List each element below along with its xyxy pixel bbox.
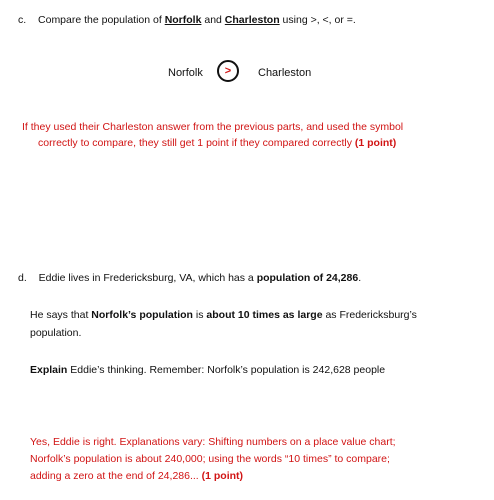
part-d-line1 xyxy=(18,270,361,286)
part-d-line2-mid: is xyxy=(192,309,207,321)
comparison-row xyxy=(0,60,494,86)
part-d-line2 xyxy=(30,307,417,323)
part-d-explain-rest: Eddie’s thinking. Remember: Norfolk’s population is 242,628 people xyxy=(67,364,386,376)
part-d-line1-post: . xyxy=(358,272,362,284)
part-d-answer-line1: Yes, Eddie is right. Explanations vary: Shifting numbers on a place value chart; xyxy=(30,436,396,448)
part-d-line3: population. xyxy=(30,327,82,339)
comparison-symbol-circle xyxy=(217,60,239,82)
part-d-line2-post: as Fredericksburg’s xyxy=(322,309,417,321)
part-c-label: c. xyxy=(18,14,27,26)
part-d-answer-line3-text: adding a zero at the end of 24,286... xyxy=(30,470,202,482)
part-d-label: d. xyxy=(18,272,27,284)
part-d-line1-pre: Eddie lives in Fredericksburg, VA, which has a xyxy=(38,272,257,284)
part-d-line1-bold: population of 24,286 xyxy=(256,272,359,284)
part-d-answer-line3 xyxy=(30,468,243,484)
part-c-city2: Charleston xyxy=(224,14,280,26)
part-d-points: (1 point) xyxy=(201,470,244,482)
part-d-line2-pre: He says that xyxy=(30,309,92,321)
part-c-prompt-post: using >, <, or =. xyxy=(279,14,356,26)
part-d-answer-line2: Norfolk’s population is about 240,000; using the words “10 times” to compare; xyxy=(30,453,390,465)
part-d-line2-bold1: Norfolk’s population xyxy=(91,309,193,321)
comparison-symbol: > xyxy=(224,64,232,77)
part-c-answer-line1: If they used their Charleston answer from the previous parts, and used the symbol xyxy=(22,121,404,133)
part-c-answer-line2-text: correctly to compare, they still get 1 point if they compared correctly xyxy=(38,137,355,149)
part-c-prompt xyxy=(18,14,356,27)
part-d-explain-bold: Explain xyxy=(30,364,68,376)
part-c-points: (1 point) xyxy=(354,137,397,149)
part-d-explain xyxy=(30,362,385,378)
compare-right-city: Charleston xyxy=(258,67,312,79)
part-c-answer-line2 xyxy=(38,135,396,151)
part-c-and: and xyxy=(201,14,225,26)
part-c-city1: Norfolk xyxy=(164,14,202,26)
part-d-line2-bold2: about 10 times as large xyxy=(206,309,323,321)
compare-left-city: Norfolk xyxy=(168,67,203,79)
part-c-prompt-pre: Compare the population of xyxy=(38,14,165,26)
